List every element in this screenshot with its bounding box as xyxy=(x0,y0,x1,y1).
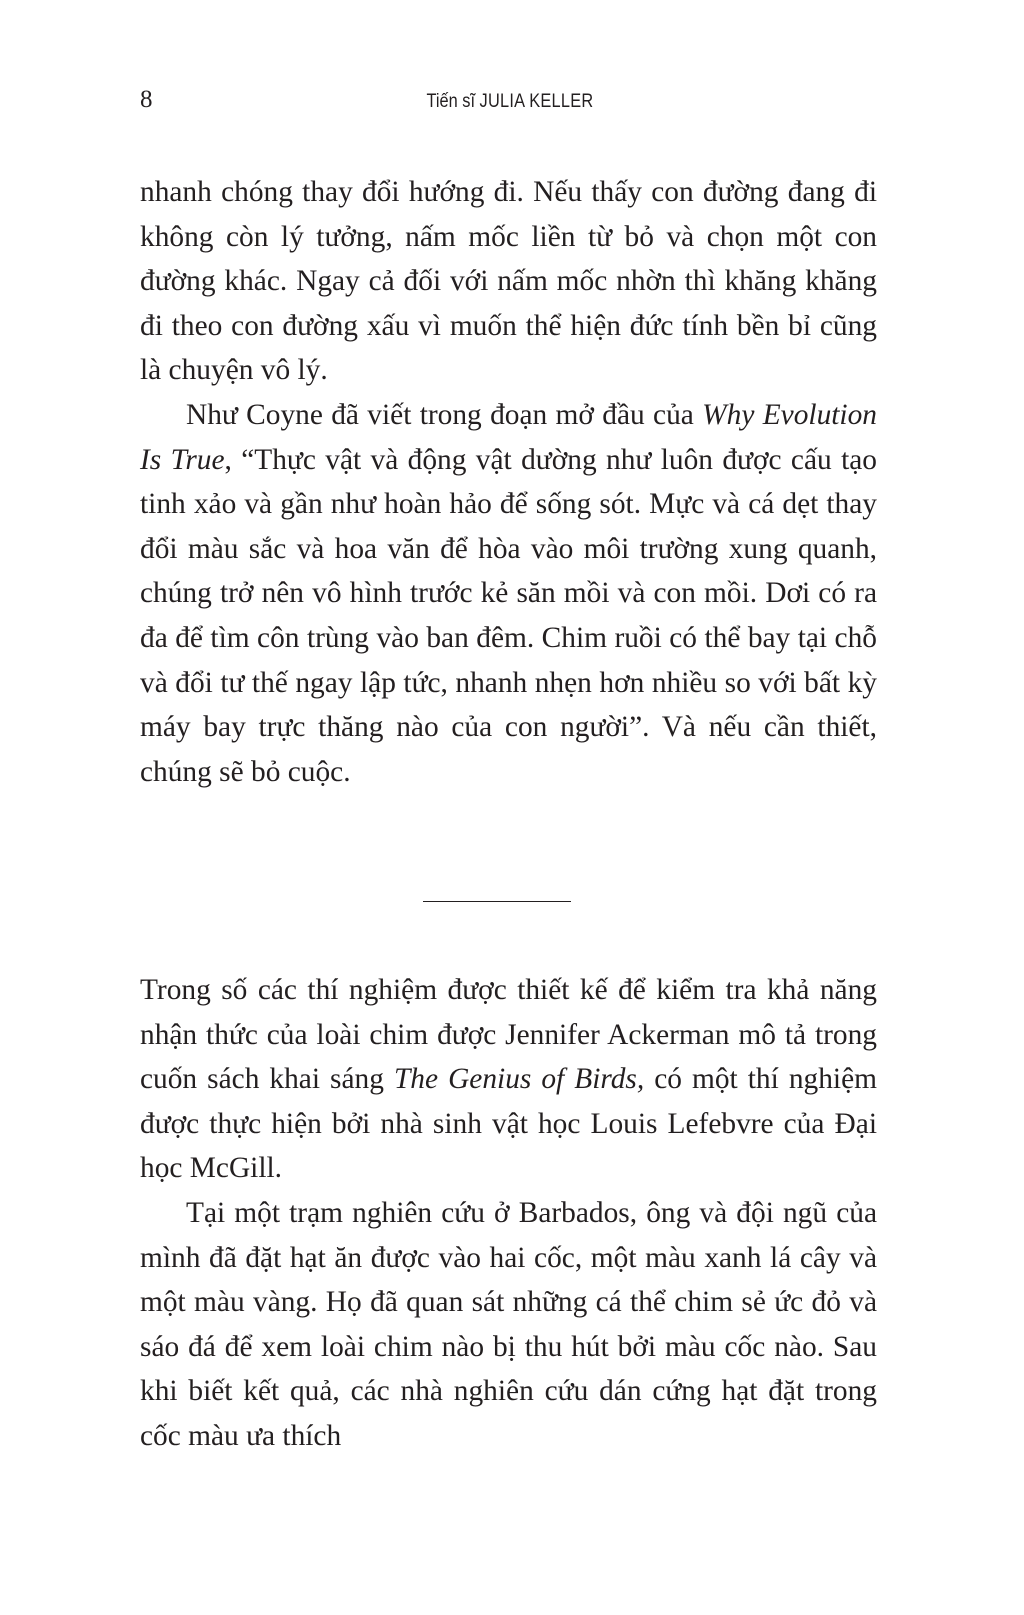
header-prefix: Tiến sĩ xyxy=(426,91,480,112)
book-title: Why Evolution Is True xyxy=(140,398,877,476)
paragraph-text: Trong số các thí nghiệm được thiết kế để kiểm tra khả năng nhận thức của loài chim được Jennifer Ackerman mô tả trong cuốn sách khai sáng xyxy=(140,974,877,1096)
running-head xyxy=(140,86,880,118)
header-title xyxy=(192,90,828,114)
text-section-2 xyxy=(140,968,877,1459)
section-divider xyxy=(423,901,571,902)
paragraph xyxy=(140,393,877,794)
page-number: 8 xyxy=(140,86,153,113)
text-section-1 xyxy=(140,170,877,794)
paragraph-text: có một thí nghiệm được thực hiện bởi nhà sinh vật học Louis Lefebvre của Đại học McGill. xyxy=(140,1063,877,1185)
paragraph xyxy=(140,968,877,1191)
header-author: JULIA KELLER xyxy=(479,91,594,112)
paragraph: Tại một trạm nghiên cứu ở Barbados, ông và đội ngũ của mình đã đặt hạt ăn được vào hai cốc, một màu xanh lá cây và một màu vàng. Họ đã quan sát những cá thể chim sẻ ức đỏ và sáo đá để xem loài chim nào bị thu hút bởi màu cốc nào. Sau khi biết kết quả, các nhà nghiên cứu dán cứng hạt đặt trong cốc màu ưa thích xyxy=(140,1196,877,1452)
book-title: The Genius of Birds, xyxy=(393,1063,645,1096)
paragraph: nhanh chóng thay đổi hướng đi. Nếu thấy con đường đang đi không còn lý tưởng, nấm mốc liền từ bỏ và chọn một con đường khác. Ngay cả đối với nấm mốc nhờn thì khăng khăng đi theo con đường xấu vì muốn thể hiện đức tính bền bỉ cũng là chuyện vô lý. xyxy=(140,176,877,387)
paragraph-text: , “Thực vật và động vật dường như luôn được cấu tạo tinh xảo và gần như hoàn hảo để sống sót. Mực và cá dẹt thay đổi màu sắc và hoa văn để hòa vào môi trường xung quanh, chúng trở nên vô hình trước kẻ săn mồi và con mồi. Dơi có ra đa để tìm côn trùng vào ban đêm. Chim ruồi có thể bay tại chỗ và đổi tư thế ngay lập tức, nhanh nhẹn hơn nhiều so với bất kỳ máy bay trực thăng nào của con người”. Và nếu cần thiết, chúng sẽ bỏ cuộc. xyxy=(140,443,877,788)
paragraph-text: Như Coyne đã viết trong đoạn mở đầu của xyxy=(186,398,703,431)
